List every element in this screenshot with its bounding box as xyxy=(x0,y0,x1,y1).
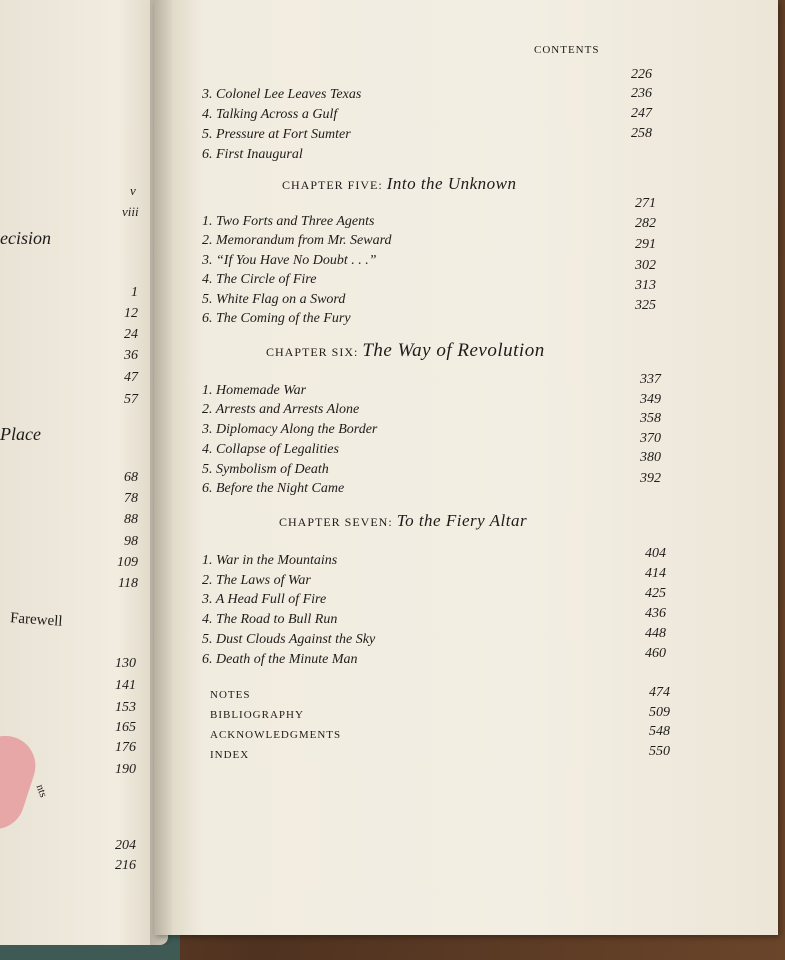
left-page-fragment: Place xyxy=(0,424,41,444)
entry-title: Two Forts and Three Agents xyxy=(216,214,375,229)
entry-page: 247 xyxy=(631,106,652,121)
toc-entry xyxy=(202,462,329,478)
right-page xyxy=(154,0,778,935)
entry-page: 370 xyxy=(640,431,661,446)
left-page-number: 176 xyxy=(115,740,136,755)
left-page-number: 78 xyxy=(124,491,138,506)
entry-page: 236 xyxy=(631,86,652,101)
entry-title: Colonel Lee Leaves Texas xyxy=(216,87,362,102)
entry-number: 5. xyxy=(202,292,213,307)
running-head: CONTENTS xyxy=(534,44,600,56)
entry-number: 2. xyxy=(202,573,213,588)
entry-number: 3. xyxy=(202,87,213,102)
entry-title: Before the Night Came xyxy=(216,481,345,496)
entry-number: 5. xyxy=(202,462,213,477)
toc-entry xyxy=(202,383,306,399)
entry-title: The Road to Bull Run xyxy=(216,612,338,627)
toc-entry xyxy=(202,402,359,418)
back-matter-label: BIBLIOGRAPHY xyxy=(210,709,304,721)
left-page-fragment: ecision xyxy=(0,228,51,248)
left-page-number: 57 xyxy=(124,392,138,407)
entry-page: 460 xyxy=(645,646,666,661)
left-page-number: 204 xyxy=(115,838,136,853)
entry-page: 313 xyxy=(635,278,656,293)
left-page xyxy=(0,0,168,945)
entry-title: The Circle of Fire xyxy=(216,272,317,287)
chapter-heading xyxy=(266,340,545,362)
chapter-heading xyxy=(282,174,517,194)
entry-title: Dust Clouds Against the Sky xyxy=(216,632,376,647)
chapter-label: CHAPTER SIX: xyxy=(266,345,359,359)
left-page-number: 47 xyxy=(124,370,138,385)
toc-entry xyxy=(202,272,316,288)
back-matter-label: NOTES xyxy=(210,689,251,701)
left-page-number: 118 xyxy=(118,576,138,591)
entry-page: 271 xyxy=(635,196,656,211)
book-spine-shadow xyxy=(150,0,172,945)
entry-number: 6. xyxy=(202,481,213,496)
entry-page: 380 xyxy=(640,450,661,465)
entry-page: 404 xyxy=(645,546,666,561)
left-page-fragment: nts xyxy=(33,782,50,800)
left-page-number: 88 xyxy=(124,512,138,527)
entry-title: Memorandum from Mr. Seward xyxy=(216,233,392,248)
toc-entry xyxy=(202,253,377,269)
toc-entry xyxy=(202,127,351,143)
chapter-title: Into the Unknown xyxy=(386,174,517,193)
left-page-number: 36 xyxy=(124,348,138,363)
left-page-fragment: Farewell xyxy=(9,610,64,630)
entry-title: Symbolism of Death xyxy=(216,462,329,477)
entry-page: 349 xyxy=(640,392,661,407)
entry-title: Pressure at Fort Sumter xyxy=(216,127,351,142)
entry-page: 282 xyxy=(635,216,656,231)
left-page-fragment: v xyxy=(130,183,136,198)
entry-page: 448 xyxy=(645,626,666,641)
left-page-fragment: viii xyxy=(122,204,139,219)
entry-title: First Inaugural xyxy=(216,147,303,162)
toc-entry xyxy=(202,107,337,123)
toc-entry xyxy=(202,87,361,103)
entry-title: A Head Full of Fire xyxy=(215,592,327,607)
entry-page: 414 xyxy=(645,566,666,581)
entry-title: Collapse of Legalities xyxy=(216,442,339,457)
entry-number: 2. xyxy=(202,233,213,248)
entry-number: 4. xyxy=(202,612,213,627)
entry-page: 436 xyxy=(645,606,666,621)
entry-page: 226 xyxy=(631,67,652,82)
left-page-number: 1 xyxy=(131,285,138,300)
entry-title: Death of the Minute Man xyxy=(216,652,358,667)
toc-entry xyxy=(202,612,337,628)
chapter-label: CHAPTER FIVE: xyxy=(282,178,383,192)
entry-number: 5. xyxy=(202,632,213,647)
entry-number: 6. xyxy=(202,147,213,162)
entry-page: 337 xyxy=(640,372,661,387)
toc-entry xyxy=(202,652,358,668)
toc-entry xyxy=(202,214,374,230)
left-page-number: 98 xyxy=(124,534,138,549)
toc-entry xyxy=(202,147,303,163)
toc-entry xyxy=(202,442,339,458)
entry-page: 325 xyxy=(635,298,656,313)
chapter-heading xyxy=(279,511,527,531)
entry-number: 4. xyxy=(202,442,213,457)
entry-page: 392 xyxy=(640,471,661,486)
toc-entry xyxy=(202,422,377,438)
entry-number: 3. xyxy=(202,422,213,437)
toc-entry xyxy=(202,592,326,608)
toc-entry xyxy=(202,292,345,308)
entry-number: 1. xyxy=(202,553,213,568)
entry-number: 6. xyxy=(202,652,213,667)
chapter-title: To the Fiery Altar xyxy=(396,511,528,530)
entry-page: 291 xyxy=(635,237,656,252)
entry-page: 425 xyxy=(645,586,666,601)
entry-title: Diplomacy Along the Border xyxy=(216,422,378,437)
left-page-number: 141 xyxy=(115,678,136,693)
entry-number: 1. xyxy=(202,214,213,229)
entry-title: White Flag on a Sword xyxy=(216,292,346,307)
back-matter-page: 509 xyxy=(649,705,670,720)
entry-title: The Coming of the Fury xyxy=(216,311,351,326)
back-matter-page: 548 xyxy=(649,724,670,739)
left-page-number: 109 xyxy=(117,555,138,570)
left-page-number: 190 xyxy=(115,762,136,777)
entry-number: 1. xyxy=(202,383,213,398)
back-matter-page: 474 xyxy=(649,685,670,700)
entry-title: Arrests and Arrests Alone xyxy=(215,402,360,417)
chapter-label: CHAPTER SEVEN: xyxy=(279,515,393,529)
entry-page: 258 xyxy=(631,126,652,141)
entry-number: 3. xyxy=(202,592,213,607)
left-page-number: 130 xyxy=(115,656,136,671)
entry-number: 4. xyxy=(202,107,213,122)
entry-title: Talking Across a Gulf xyxy=(216,107,338,122)
entry-title: The Laws of War xyxy=(216,573,311,588)
left-page-number: 12 xyxy=(124,306,138,321)
toc-entry xyxy=(202,311,351,327)
left-page-number: 216 xyxy=(115,858,136,873)
left-page-number: 165 xyxy=(115,720,136,735)
entry-number: 3. xyxy=(202,253,213,268)
left-page-number: 68 xyxy=(124,470,138,485)
toc-entry xyxy=(202,632,375,648)
entry-title: “If You Have No Doubt . . .” xyxy=(216,253,377,268)
entry-number: 2. xyxy=(202,402,213,417)
left-page-number: 24 xyxy=(124,327,138,342)
entry-title: War in the Mountains xyxy=(216,553,338,568)
entry-number: 4. xyxy=(202,272,213,287)
back-matter-page: 550 xyxy=(649,744,670,759)
back-matter-label: ACKNOWLEDGMENTS xyxy=(210,729,342,741)
entry-title: Homemade War xyxy=(216,383,307,398)
toc-entry xyxy=(202,553,337,569)
entry-page: 358 xyxy=(640,411,661,426)
entry-number: 6. xyxy=(202,311,213,326)
entry-page: 302 xyxy=(635,258,656,273)
toc-entry xyxy=(202,481,344,497)
left-page-number: 153 xyxy=(115,700,136,715)
toc-entry xyxy=(202,233,392,249)
back-matter-label: INDEX xyxy=(210,749,250,761)
entry-number: 5. xyxy=(202,127,213,142)
chapter-title: The Way of Revolution xyxy=(362,340,545,361)
toc-entry xyxy=(202,573,311,589)
